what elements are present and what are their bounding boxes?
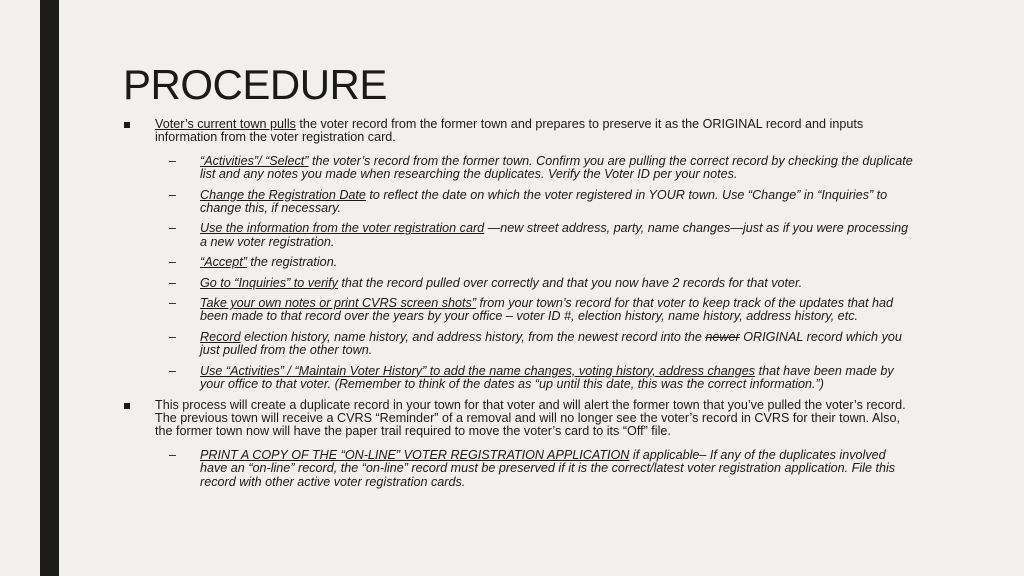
dash-icon: –: [169, 187, 177, 202]
sub-text: election history, name history, and address history, from the newest record into the: [240, 329, 706, 344]
dash-icon: –: [169, 221, 177, 236]
sub-lead: Go to “Inquiries” to verify: [200, 275, 338, 290]
square-bullet-icon: [124, 122, 130, 128]
bullet-item: [123, 118, 913, 145]
sub-lead-tail: screen shots”: [396, 296, 477, 311]
sub-lead: Record: [200, 329, 241, 344]
sub-lead: Use “Activities” / “Maintain Voter History” to add the name changes, voting history, address changes: [200, 363, 756, 378]
sub-bullet: [123, 297, 913, 324]
sub-text: that have been made by your office to that voter. (Remember to think of the dates as “up until this date, this was the correct information.”): [200, 363, 894, 392]
sub-text-2: ORIGINAL record which you just pulled from the other town.: [200, 329, 902, 358]
bullet-lead: Voter’s current town pulls: [155, 117, 296, 131]
sub-bullet: [123, 222, 913, 249]
dash-icon: –: [169, 447, 177, 462]
sub-lead-cvrs: CVRS: [361, 296, 397, 311]
bullet-text: This process will create a duplicate record in your town for that voter and will alert the former town that you’ve pulled the voter’s record. The previous town will receive a CVRS “Reminder” of a removal and will no longer see the voter’s record in CVRS for their town. Also, the former town now will have the paper trail required to move the voter’s card to its “Off” file.: [155, 397, 906, 439]
sub-text: to reflect the date on which the voter registered in YOUR town. Use “Change” in “Inquiries” to change this, if necessary.: [200, 187, 888, 216]
sub-text: the voter’s record from the former town. Confirm you are pulling the correct record by checking the duplicate list and any notes you made when researching the duplicates. Verify the Voter ID per your notes.: [200, 153, 913, 182]
sub-text: the registration.: [246, 255, 338, 270]
sub-bullet: [123, 256, 913, 269]
sub-bullet: [123, 189, 913, 216]
sub-lead: Use the information from the voter registration card: [200, 221, 485, 236]
dash-icon: –: [169, 255, 177, 270]
left-accent-bar: [40, 0, 59, 576]
sub-bullet: [123, 277, 913, 290]
sub-lead: “Accept”: [200, 255, 247, 270]
sub-lead: PRINT A COPY OF THE “ON-LINE” VOTER REGISTRATION APPLICATION: [200, 447, 630, 462]
slide-content: [123, 118, 913, 496]
bullet-text: the voter record from the former town and prepares to preserve it as the ORIGINAL record and inputs information from the voter registration card.: [155, 117, 864, 145]
dash-icon: –: [169, 329, 177, 344]
sub-bullet: [123, 155, 913, 182]
sub-bullet: [123, 449, 913, 489]
sub-text: —new street address, party, name changes—just as if you were processing a new voter registration.: [200, 221, 909, 249]
sub-text: that the record pulled over correctly and that you now have 2 records for that voter.: [337, 275, 803, 290]
dash-icon: –: [169, 296, 177, 311]
dash-icon: –: [169, 275, 177, 290]
sub-lead: Change the Registration Date: [200, 187, 366, 202]
page-title: PROCEDURE: [123, 61, 387, 108]
sub-text: if applicable– If any of the duplicates involved have an “on-line” record, the “on-line” record must be preserved if it is the correct/latest voter registration application. File this record with other active voter registration cards.: [200, 447, 896, 489]
square-bullet-icon: [124, 403, 130, 409]
struck-word: newer: [705, 329, 740, 344]
bullet-item: [123, 399, 913, 439]
sub-text: from your town’s record for that voter to keep track of the updates that had been made to that record over the years by your office – voter ID #, election history, name history, address history, etc.: [200, 296, 894, 324]
sub-bullet: [123, 331, 913, 358]
sub-lead: “Activities”/ “Select”: [200, 153, 309, 168]
dash-icon: –: [169, 153, 177, 168]
sub-bullet: [123, 365, 913, 392]
sub-lead: Take your own notes or print: [200, 296, 362, 311]
dash-icon: –: [169, 363, 177, 378]
